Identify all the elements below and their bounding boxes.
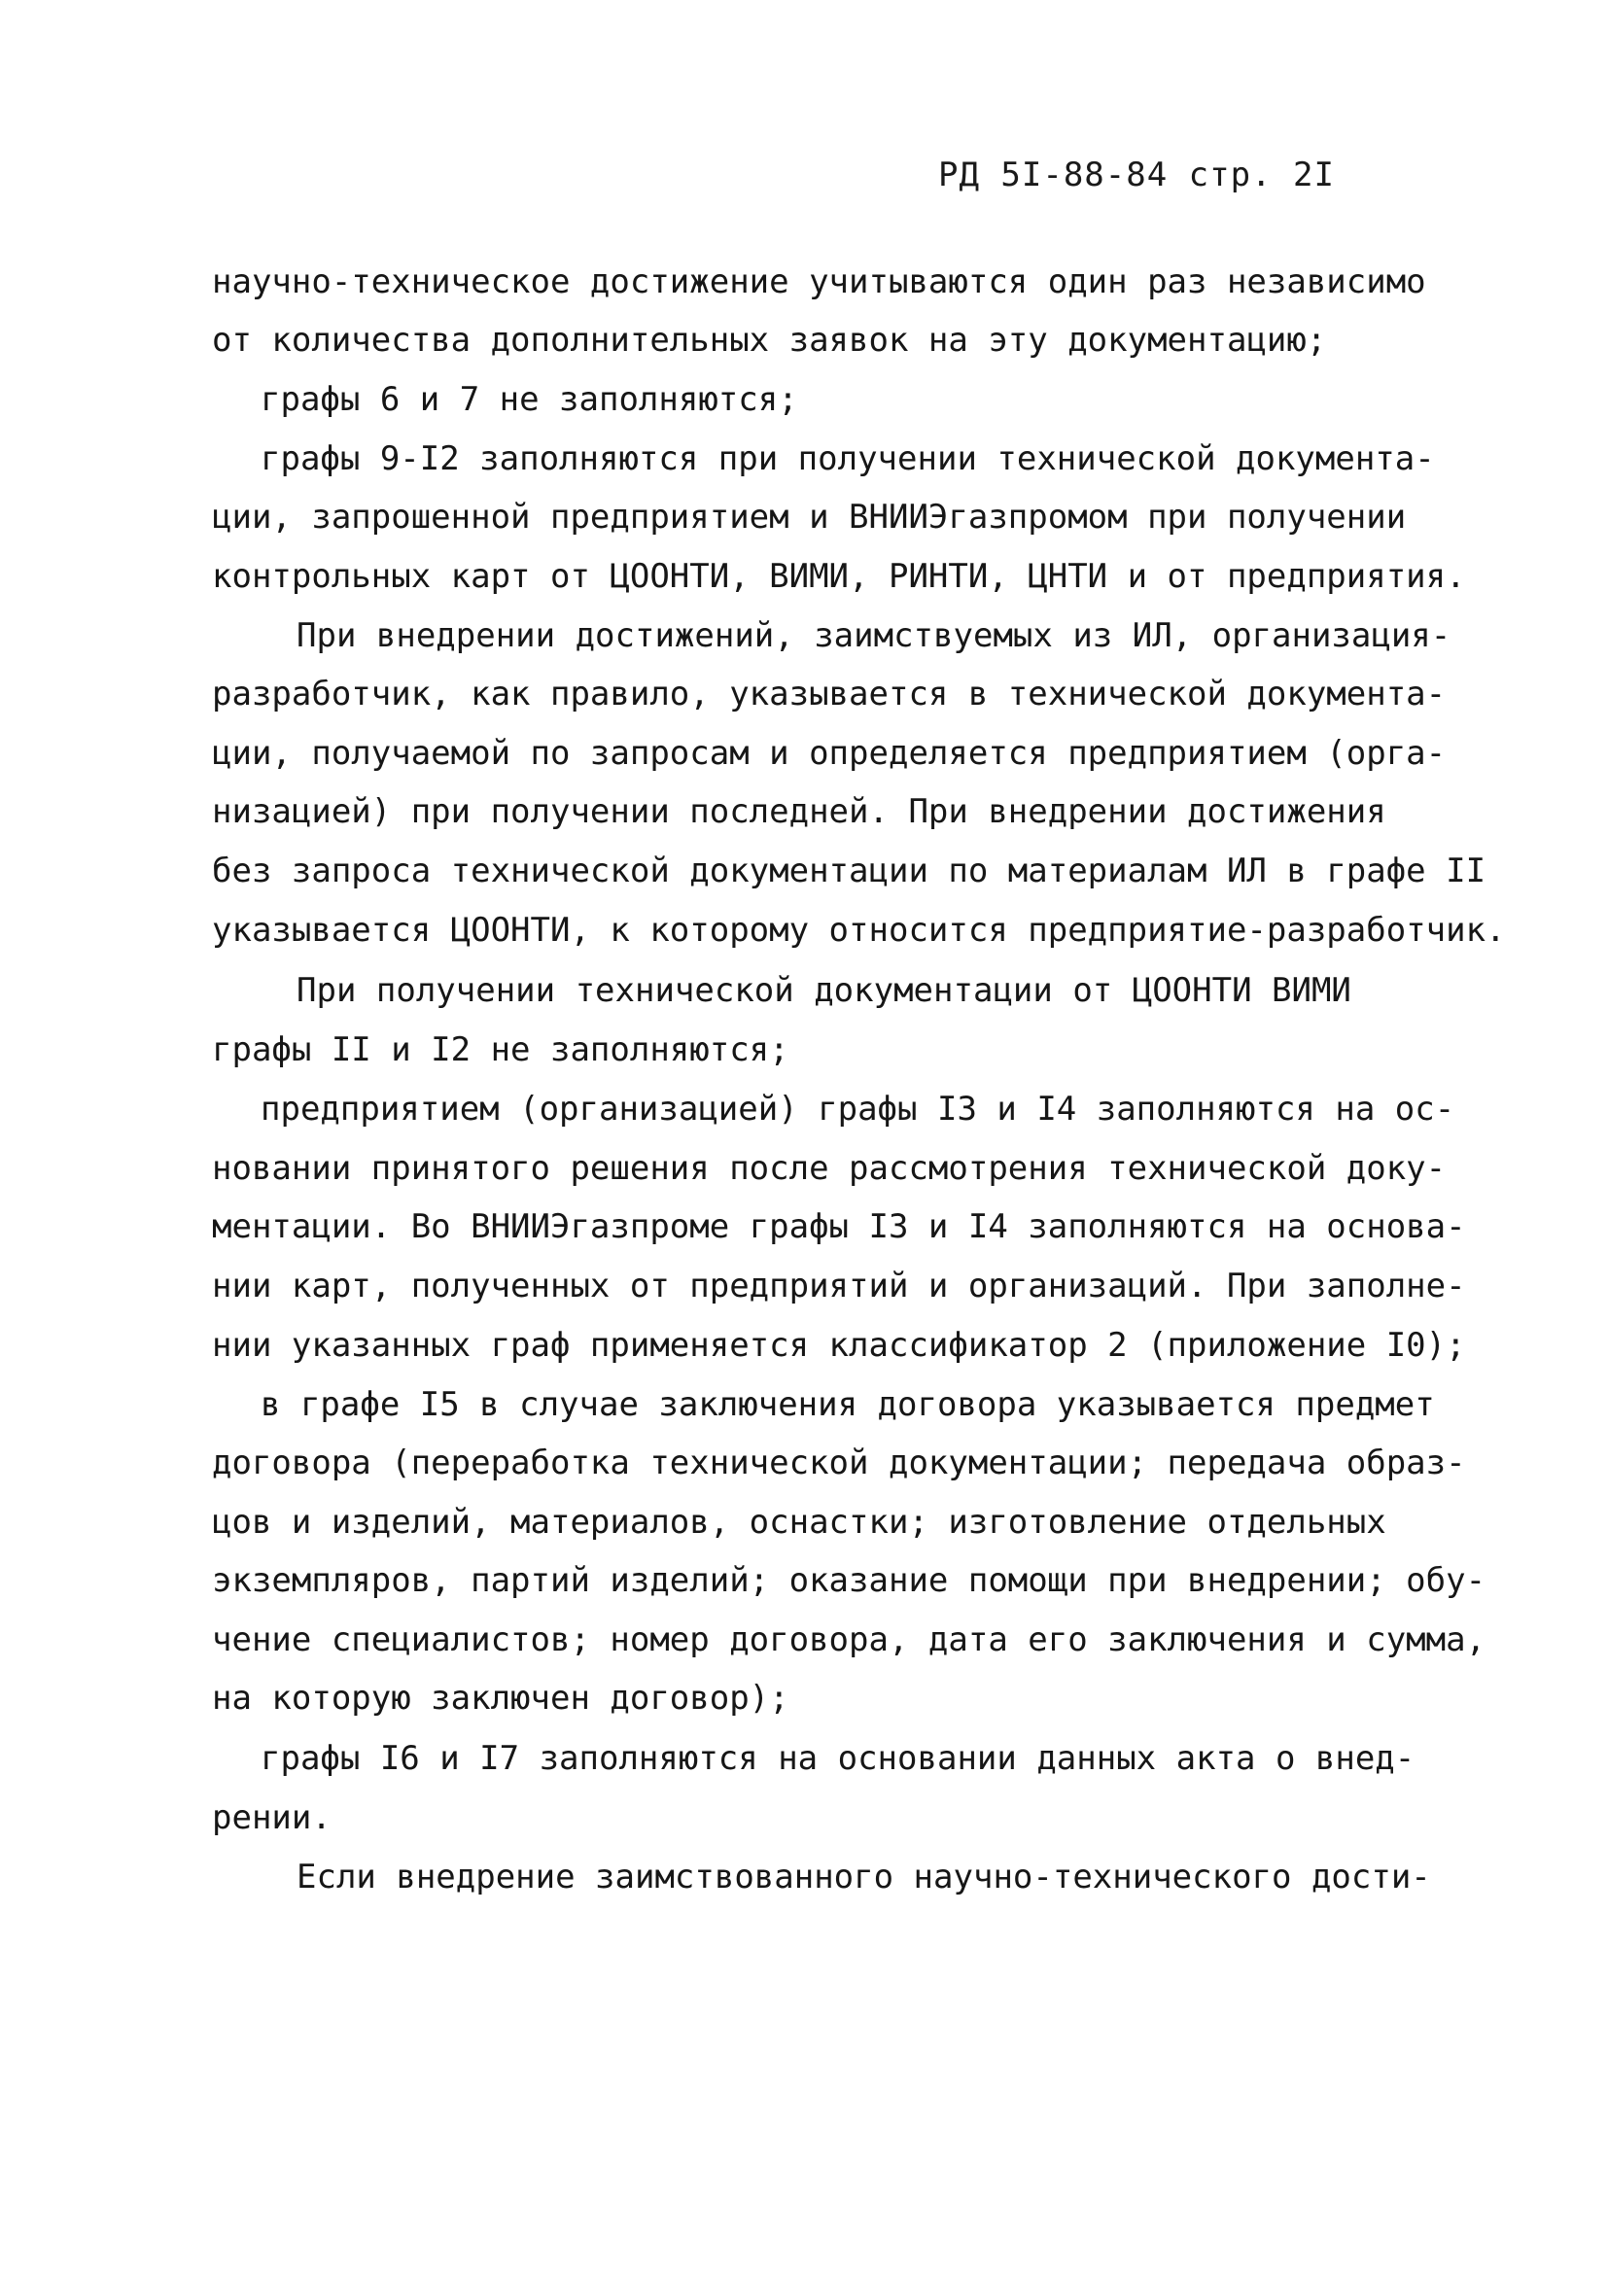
text-line: нии карт, полученных от предприятий и организаций. При заполне- bbox=[212, 1267, 1466, 1305]
text-line: графы II и I2 не заполняются; bbox=[212, 1030, 789, 1069]
text-line: ментации. Во ВНИИЭгазпроме графы I3 и I4 заполняются на основа- bbox=[212, 1207, 1466, 1246]
text-line: без запроса технической документации по материалам ИЛ в графе II bbox=[212, 852, 1486, 890]
text-line: графы 6 и 7 не заполняются; bbox=[261, 380, 798, 419]
text-line: цов и изделий, материалов, оснастки; изготовление отдельных bbox=[212, 1503, 1386, 1542]
text-line: экземпляров, партий изделий; оказание помощи при внедрении; обу- bbox=[212, 1561, 1486, 1600]
text-line: низацией) при получении последней. При внедрении достижения bbox=[212, 792, 1386, 831]
text-line: чение специалистов; номер договора, дата его заключения и сумма, bbox=[212, 1620, 1486, 1659]
text-line: новании принятого решения после рассмотрения технической доку- bbox=[212, 1149, 1447, 1188]
text-line: указывается ЦООНТИ, к которому относится предприятие-разработчик. bbox=[212, 911, 1506, 950]
text-line: При получении технической документации от ЦООНТИ ВИМИ bbox=[297, 971, 1351, 1010]
page-header: РД 5I-88-84 стр. 2I bbox=[938, 156, 1335, 194]
text-line: предприятием (организацией) графы I3 и I4 заполняются на ос- bbox=[261, 1090, 1455, 1129]
text-line: Если внедрение заимствованного научно-технического дости- bbox=[297, 1858, 1431, 1896]
text-line: контрольных карт от ЦООНТИ, ВИМИ, РИНТИ, ЦНТИ и от предприятия. bbox=[212, 557, 1466, 596]
text-line: графы I6 и I7 заполняются на основании данных акта о внед- bbox=[261, 1739, 1416, 1778]
text-line: нии указанных граф применяется классификатор 2 (приложение I0); bbox=[212, 1326, 1466, 1365]
text-line: разработчик, как правило, указывается в технической документа- bbox=[212, 675, 1447, 713]
text-line: графы 9-I2 заполняются при получении технической документа- bbox=[261, 439, 1435, 478]
text-line: договора (переработка технической документации; передача образ- bbox=[212, 1444, 1466, 1482]
text-line: рении. bbox=[212, 1798, 332, 1837]
text-line: научно-техническое достижение учитываются один раз независимо bbox=[212, 262, 1426, 301]
text-line: При внедрении достижений, заимствуемых из ИЛ, организация- bbox=[297, 616, 1451, 655]
text-line: на которую заключен договор); bbox=[212, 1679, 789, 1718]
text-line: в графе I5 в случае заключения договора указывается предмет bbox=[261, 1385, 1435, 1424]
text-line: ции, получаемой по запросам и определяется предприятием (орга- bbox=[212, 734, 1447, 773]
text-line: ции, запрошенной предприятием и ВНИИЭгазпромом при получении bbox=[212, 498, 1407, 537]
text-line: от количества дополнительных заявок на эту документацию; bbox=[212, 321, 1327, 360]
